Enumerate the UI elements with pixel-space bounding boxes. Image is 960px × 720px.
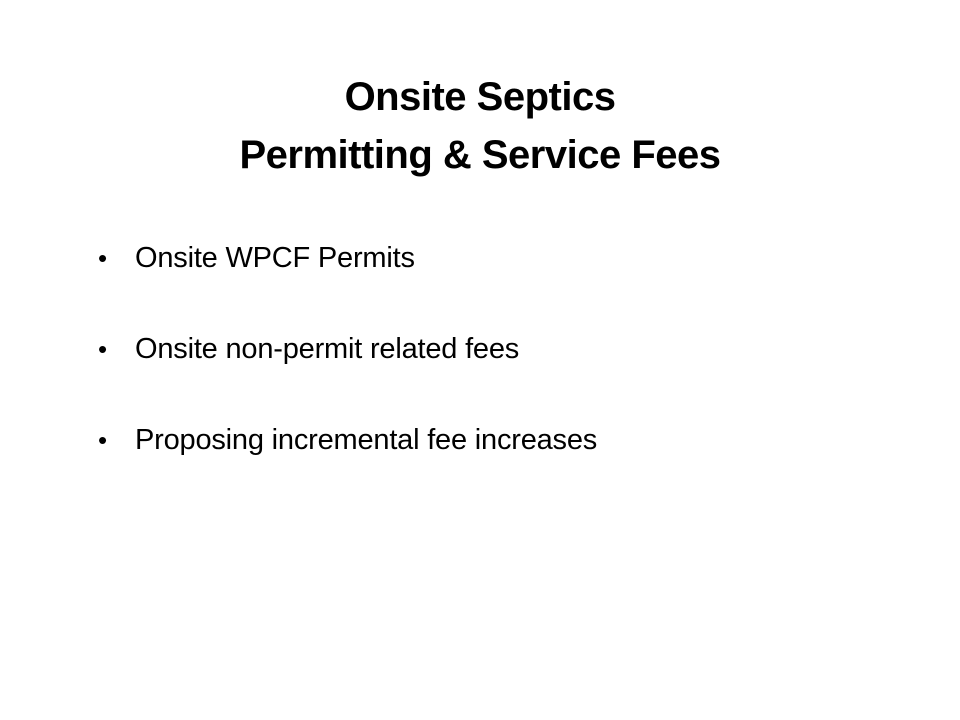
bullet-icon: • — [98, 424, 107, 455]
slide-title — [0, 27, 960, 184]
bullet-text-non-permit-fees: Onsite non-permit related fees — [135, 332, 520, 365]
list-item — [98, 238, 900, 278]
list-item — [98, 420, 900, 460]
bullet-list — [0, 238, 960, 460]
bullet-text-onsite-wpcf-permits: Onsite WPCF Permits — [135, 241, 415, 274]
list-item — [98, 329, 900, 369]
bullet-icon: • — [98, 333, 107, 364]
bullet-text-incremental-fee-increases: Proposing incremental fee increases — [135, 423, 598, 456]
bullet-icon: • — [98, 242, 107, 273]
slide-title-line-1: Onsite Septics — [344, 74, 616, 119]
slide-title-line-2: Permitting & Service Fees — [239, 132, 721, 177]
